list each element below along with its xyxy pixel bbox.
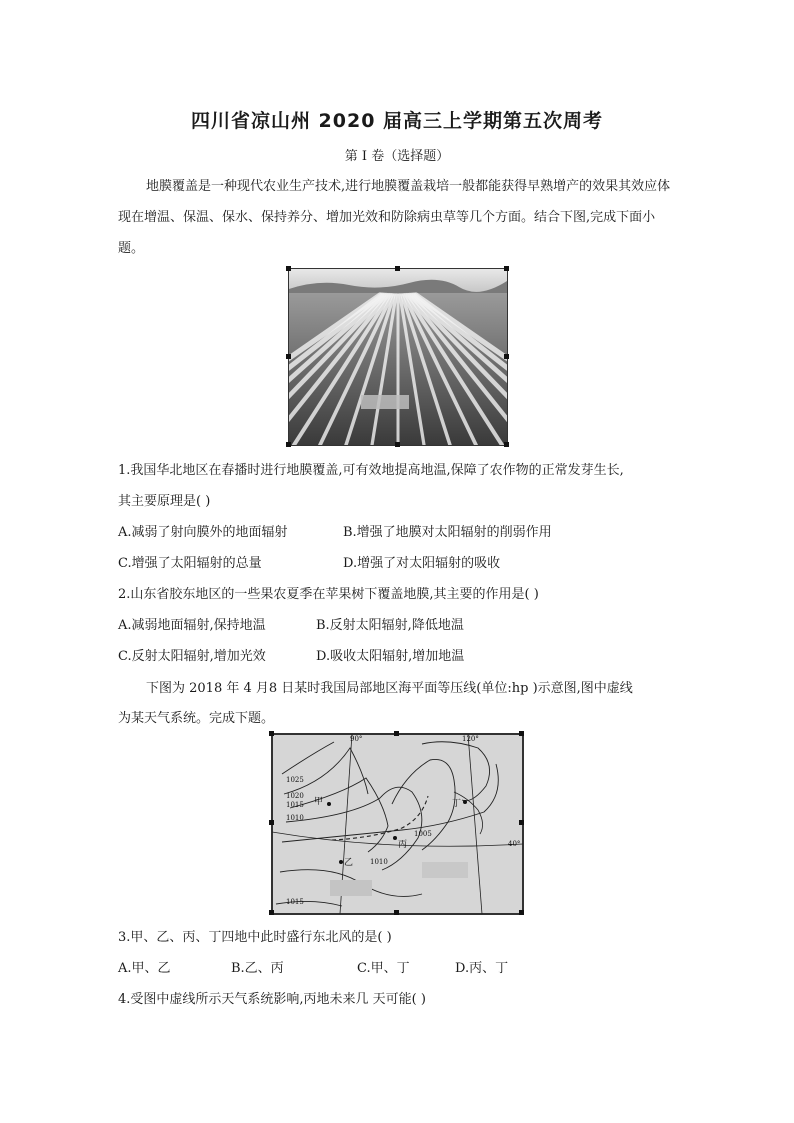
longitude-label-120: 120° xyxy=(462,735,479,743)
question-1-option-a[interactable]: A.减弱了射向膜外的地面辐射 xyxy=(118,525,288,540)
latitude-label-40: 40° xyxy=(508,840,521,848)
resize-handle[interactable] xyxy=(269,731,274,736)
isobar-label: 1025 xyxy=(286,776,304,784)
question-2-stem: 2.山东省胶东地区的一些果农夏季在苹果树下覆盖地膜,其主要的作用是( ) xyxy=(118,587,539,602)
isobar-label: 1020 xyxy=(286,792,304,800)
resize-handle[interactable] xyxy=(519,731,524,736)
question-2-option-d[interactable]: D.吸收太阳辐射,增加地温 xyxy=(316,649,465,664)
place-label-jia: 甲 xyxy=(314,797,324,807)
longitude-label-90: 90° xyxy=(350,735,363,743)
resize-handle[interactable] xyxy=(519,910,524,915)
resize-handle[interactable] xyxy=(519,820,524,825)
resize-handle[interactable] xyxy=(395,442,400,447)
page-title: 四川省凉山州 2020 届高三上学期第五次周考 xyxy=(190,110,604,132)
question-3-option-c[interactable]: C.甲、丁 xyxy=(357,961,410,976)
section-heading: 第 I 卷（选择题） xyxy=(344,149,450,164)
question-1-stem-line-1: 1.我国华北地区在春播时进行地膜覆盖,可有效地提高地温,保障了农作物的正常发芽生长, xyxy=(118,463,624,478)
resize-handle[interactable] xyxy=(269,820,274,825)
intro-paragraph-2-line-1: 下图为 2018 年 4 月8 日某时我国局部地区海平面等压线(单位:hp )示意图,图中虚线 xyxy=(146,681,633,696)
place-label-ding: 丁 xyxy=(452,799,462,809)
question-1-option-c[interactable]: C.增强了太阳辐射的总量 xyxy=(118,556,262,571)
isobar-label: 1005 xyxy=(414,830,432,838)
place-label-bing: 丙 xyxy=(398,840,408,850)
question-4-stem: 4.受图中虚线所示天气系统影响,丙地未来几 天可能( ) xyxy=(118,992,426,1007)
isobar-label: 1015 xyxy=(286,898,304,906)
question-1-stem-line-2: 其主要原理是( ) xyxy=(118,494,211,509)
resize-handle[interactable] xyxy=(286,442,291,447)
resize-handle[interactable] xyxy=(394,731,399,736)
mulch-field-photo xyxy=(288,268,508,446)
question-3-option-b[interactable]: B.乙、丙 xyxy=(231,961,284,976)
question-3-option-a[interactable]: A.甲、乙 xyxy=(118,961,171,976)
mulch-field-illustration xyxy=(289,269,507,445)
resize-handle[interactable] xyxy=(286,266,291,271)
question-1-option-b[interactable]: B.增强了地膜对太阳辐射的削弱作用 xyxy=(343,525,552,540)
question-3-option-d[interactable]: D.丙、丁 xyxy=(455,961,509,976)
isobar-label: 1010 xyxy=(370,858,388,866)
intro-paragraph-2-line-2: 为某天气系统。完成下题。 xyxy=(118,711,275,726)
resize-handle[interactable] xyxy=(269,910,274,915)
resize-handle[interactable] xyxy=(504,266,509,271)
resize-handle[interactable] xyxy=(504,442,509,447)
isobar-map xyxy=(271,733,524,915)
resize-handle[interactable] xyxy=(504,354,509,359)
isobar-label: 1015 xyxy=(286,801,304,809)
intro-paragraph-1: 地膜覆盖是一种现代农业生产技术,进行地膜覆盖栽培一般都能获得早熟增产的效果其效应体现在增温、保温、保水、保持养分、增加光效和防除病虫草等几个方面。结合下图,完成下面小题。 xyxy=(118,179,671,256)
question-3-stem: 3.甲、乙、丙、丁四地中此时盛行东北风的是( ) xyxy=(118,930,392,945)
question-2-option-c[interactable]: C.反射太阳辐射,增加光效 xyxy=(118,649,266,664)
isobar-label: 1010 xyxy=(286,814,304,822)
question-2-option-a[interactable]: A.减弱地面辐射,保持地温 xyxy=(118,618,266,633)
resize-handle[interactable] xyxy=(394,910,399,915)
question-1-option-d[interactable]: D.增强了对太阳辐射的吸收 xyxy=(343,556,501,571)
resize-handle[interactable] xyxy=(395,266,400,271)
resize-handle[interactable] xyxy=(286,354,291,359)
question-2-option-b[interactable]: B.反射太阳辐射,降低地温 xyxy=(316,618,464,633)
place-label-yi: 乙 xyxy=(344,858,354,868)
